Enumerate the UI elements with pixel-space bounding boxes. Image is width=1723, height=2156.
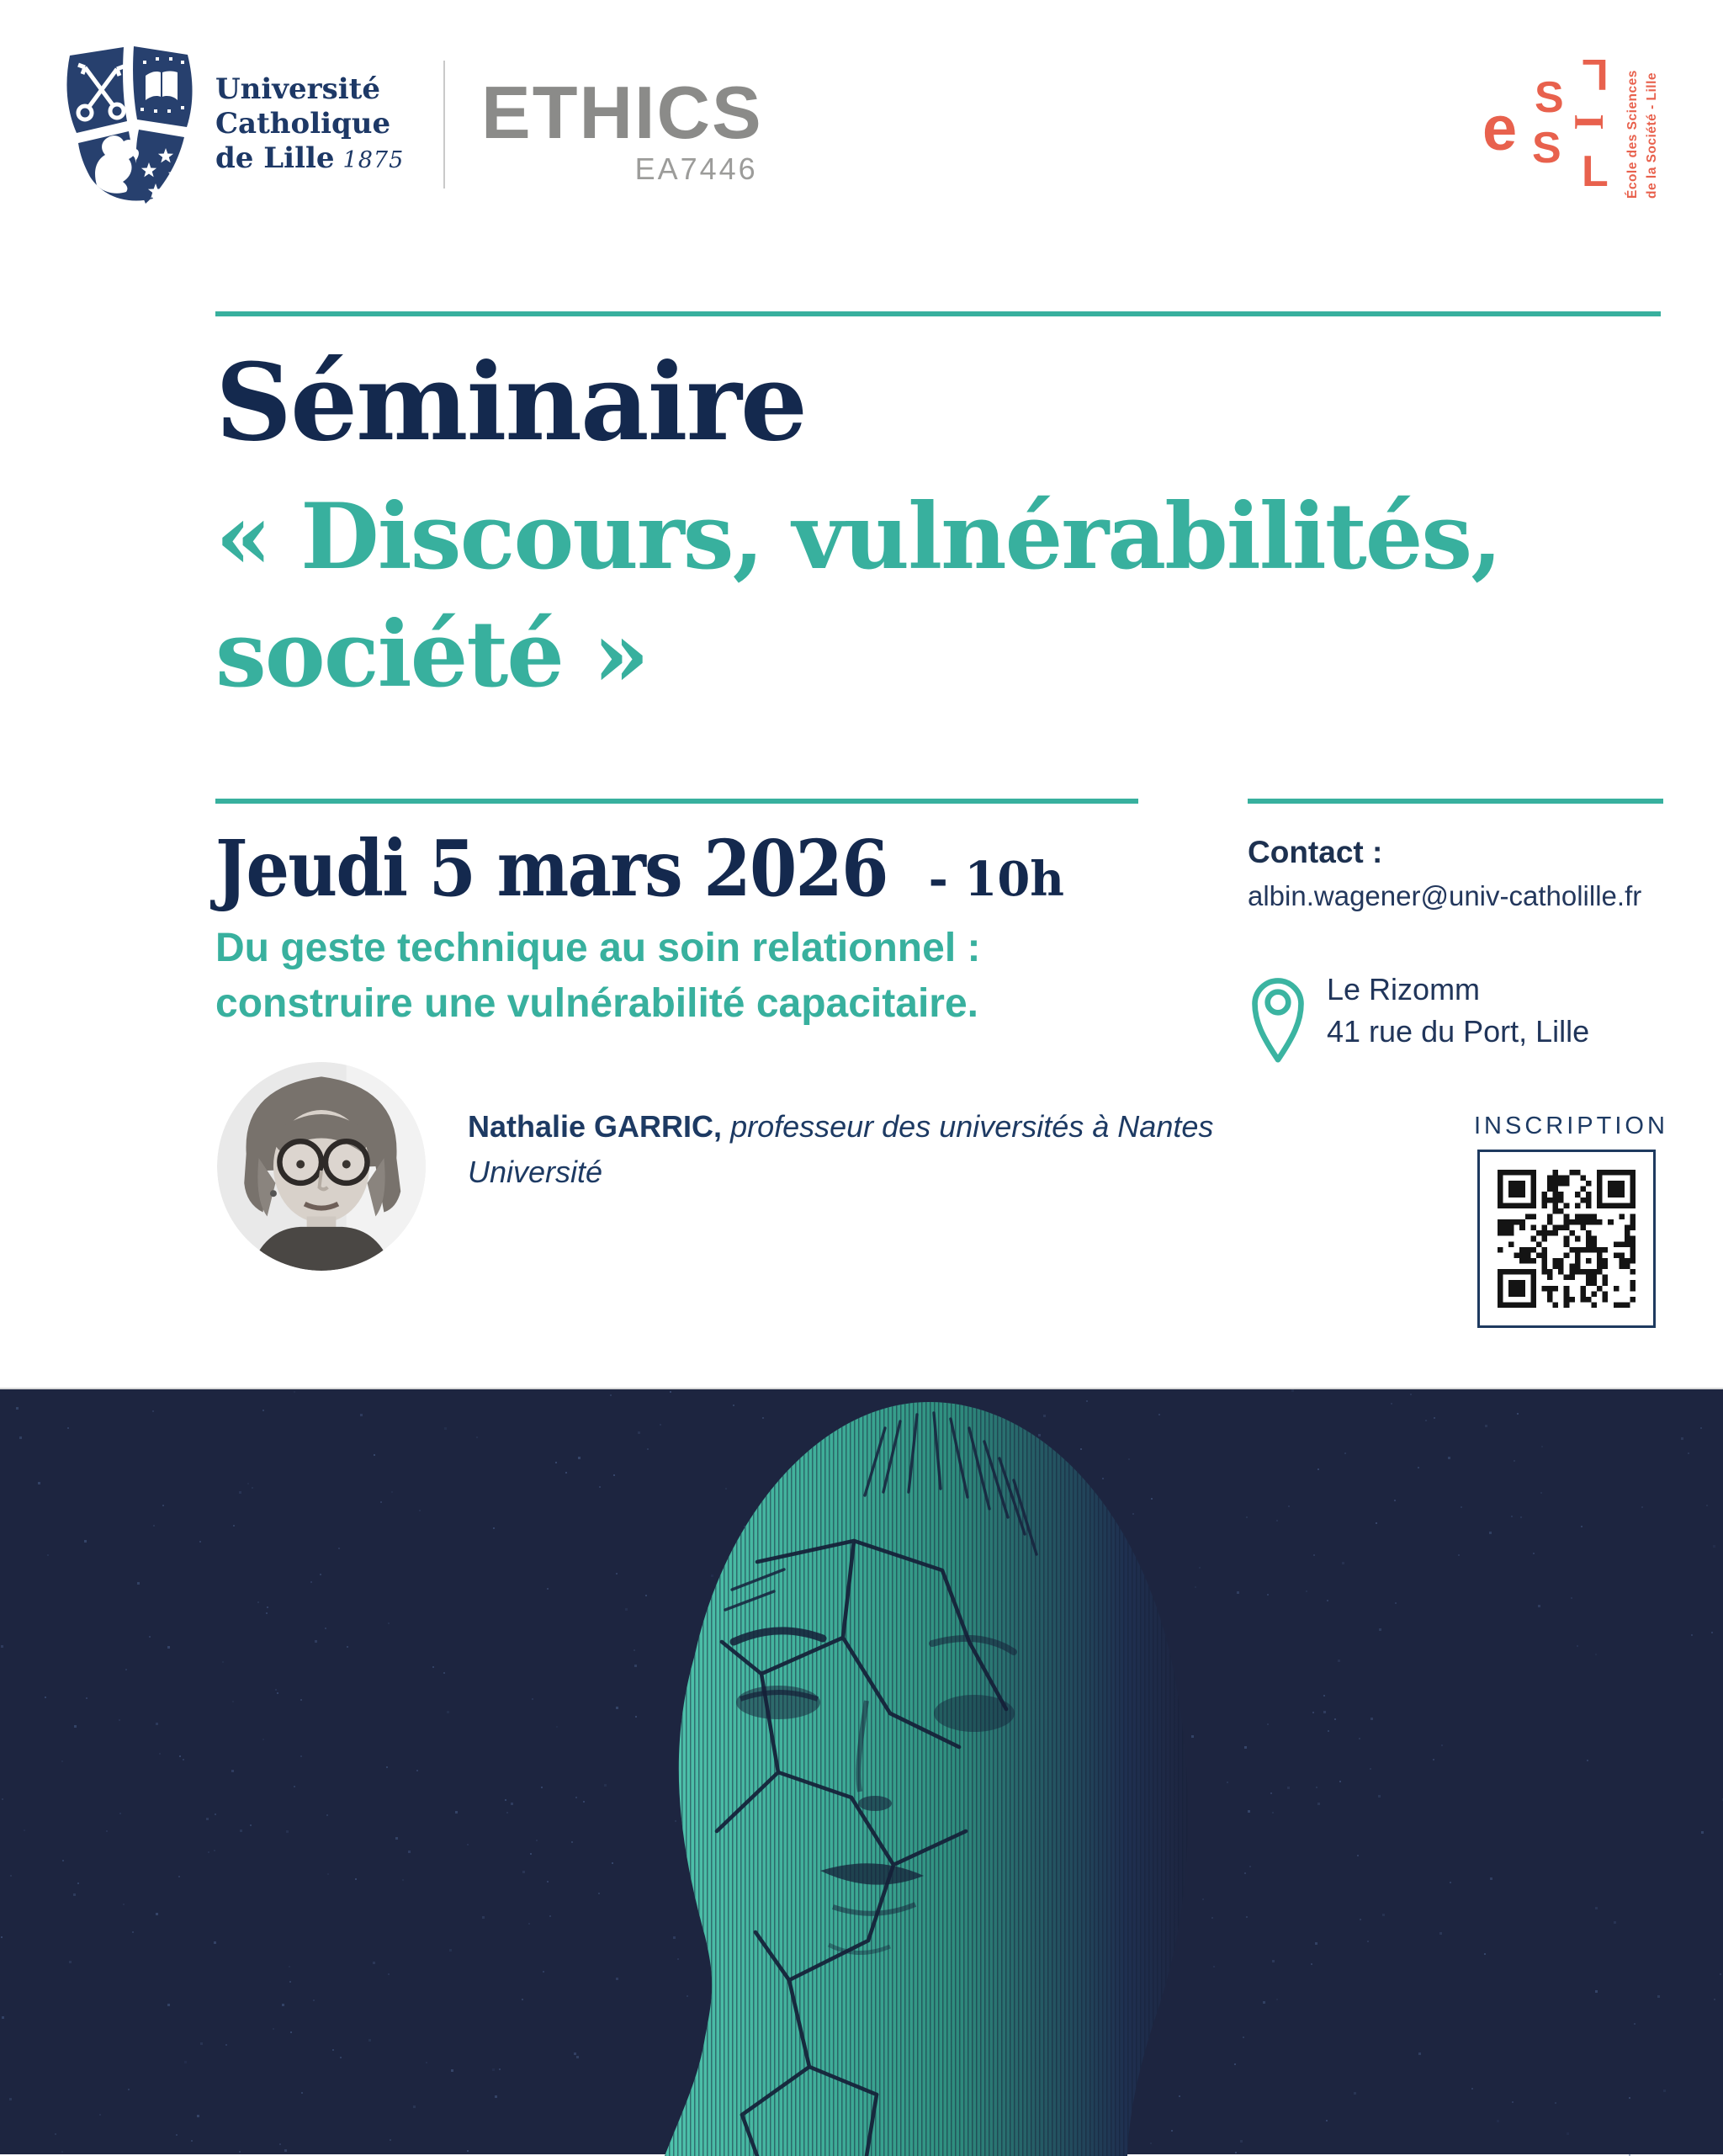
speaker-portrait-illustration [217,1062,426,1271]
seminar-subtitle [215,921,980,1032]
inscription-label: INSCRIPTION [1474,1113,1668,1139]
ethics-lab-code: EA7446 [634,151,758,187]
university-name-line2: Catholique [215,106,391,141]
ethics-lab-logo [481,71,763,187]
venue-name: Le Rizomm [1327,972,1481,1006]
seminar-time: - 10h [928,852,1064,907]
venue-lines [1327,964,1589,1054]
cracked-face-illustration [0,1389,1723,2156]
essl-letter-i: I [1566,114,1614,130]
university-name [215,72,404,175]
seminar-kicker: Séminaire [215,340,807,465]
contact-label: Contact : [1248,835,1383,869]
venue-block [1248,964,1589,1068]
left-teal-rule [215,799,1138,804]
date-row [215,823,1064,914]
university-name-line3: de Lille 1875 [215,141,405,175]
university-founding-year: 1875 [342,146,405,173]
seminar-date: Jeudi 5 mars 2026 [215,823,888,914]
venue-address: 41 rue du Port, Lille [1327,1014,1590,1049]
contact-email[interactable]: albin.wagener@univ-catholille.fr [1248,880,1642,911]
location-pin-icon [1248,967,1308,1068]
essl-letter-l1: L [1582,50,1609,98]
qr-pattern [1498,1170,1636,1308]
essl-tagline-line2: de la Société - Lille [1645,72,1659,199]
speaker-role: professeur des universités à Nantes Université [468,1109,1214,1189]
university-name-line1: Université [215,72,380,106]
top-teal-rule [215,311,1661,316]
essl-letter-s2: S [1532,124,1561,173]
speaker-photo [217,1062,426,1271]
right-teal-rule [1248,799,1663,804]
essl-school-logo [1472,42,1691,244]
speaker-name: Nathalie GARRIC, [468,1109,723,1144]
hero-artwork-section [0,1388,1723,2154]
inscription-qr-code [1477,1150,1656,1328]
seminar-subtitle-line1: Du geste technique au soin relationnel : [215,926,981,970]
essl-letter-s1: S [1535,73,1564,122]
seminar-title [215,478,1501,714]
seminar-title-line2: société » [215,602,649,709]
seminar-subtitle-line2: construire une vulnérabilité capacitaire. [215,981,978,1027]
essl-letter-e: e [1482,93,1518,163]
speaker-caption [468,1104,1242,1195]
header-divider [443,61,445,189]
ethics-lab-name: ETHICS [481,71,763,154]
university-crest-logo [46,44,206,212]
essl-letter-l2: L [1582,147,1609,196]
seminar-title-line1: « Discours, vulnérabilités, [215,484,1501,590]
essl-tagline-line1: École des Sciences [1625,70,1640,199]
